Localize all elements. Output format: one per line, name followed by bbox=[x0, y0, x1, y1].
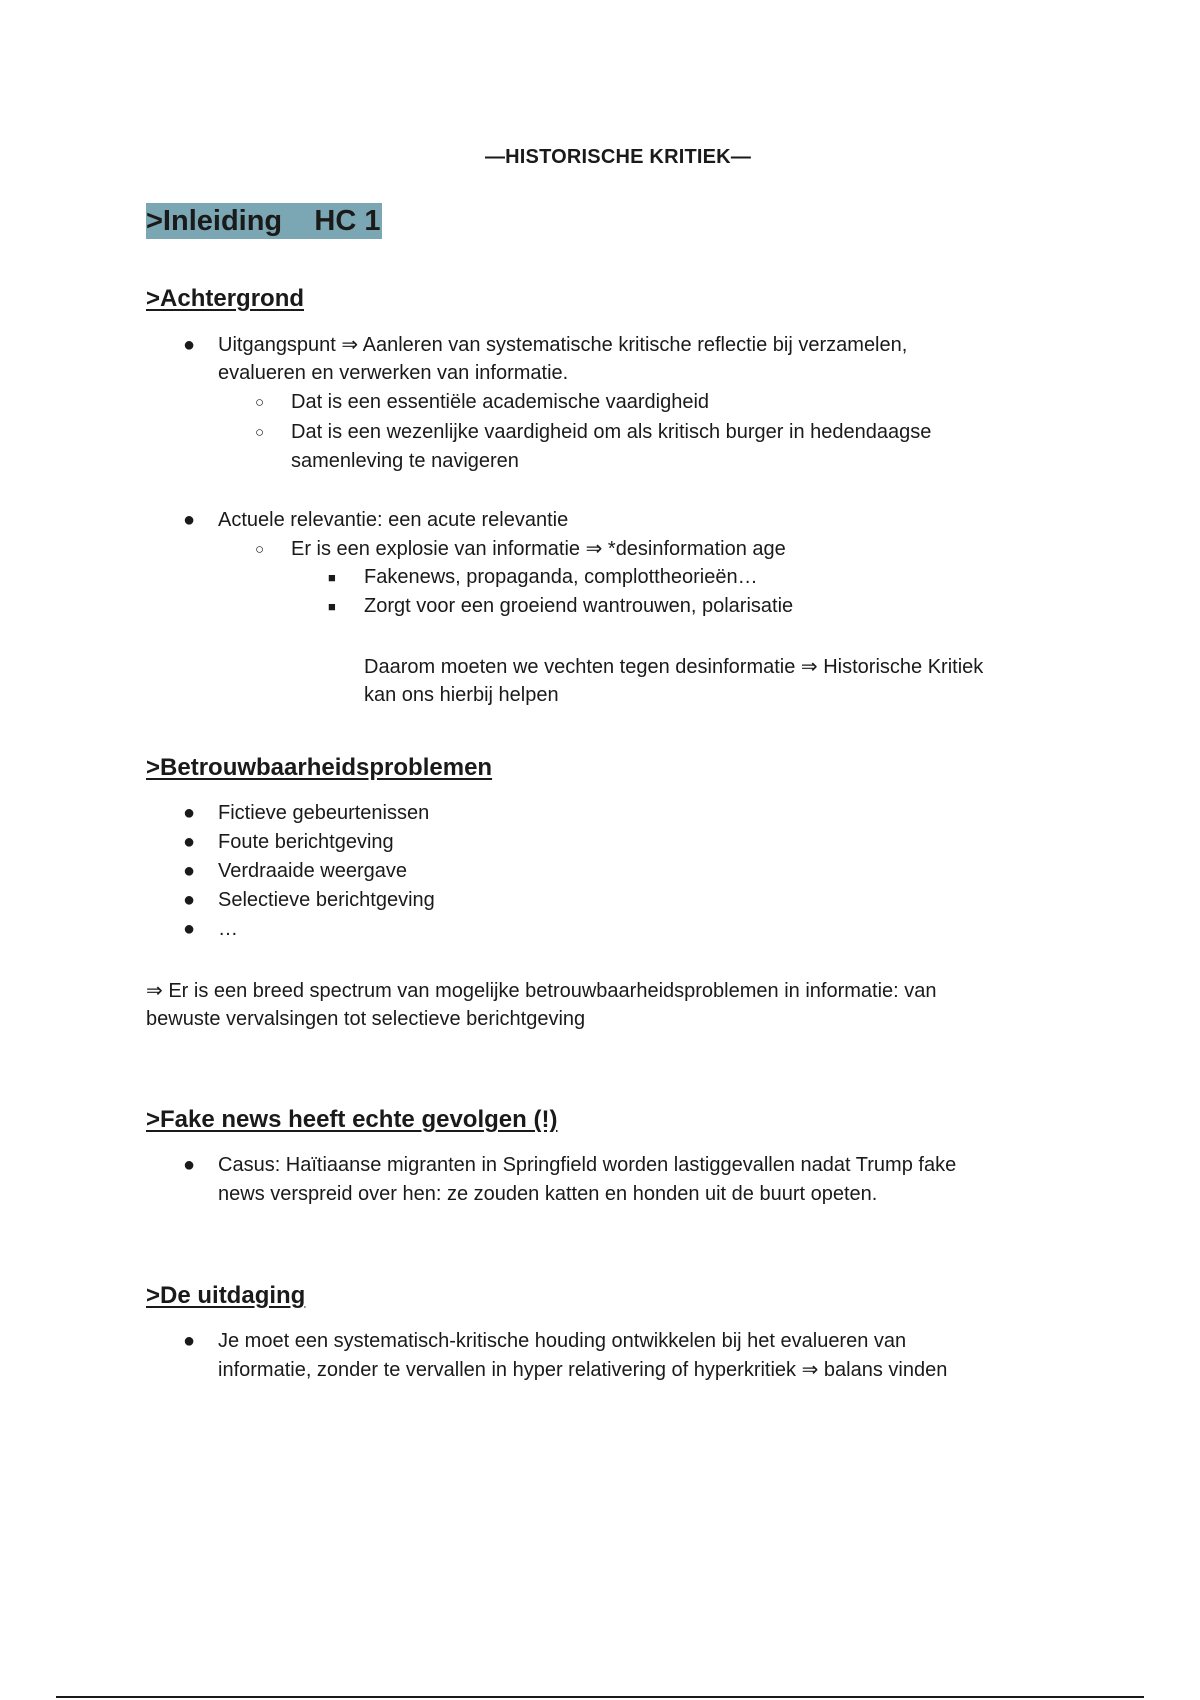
disc-bullet-icon: ● bbox=[183, 1330, 196, 1352]
disc-bullet-icon: ● bbox=[183, 918, 196, 940]
disc-bullet-icon: ● bbox=[183, 802, 196, 824]
disc-bullet-icon: ● bbox=[183, 334, 196, 356]
disc-bullet-icon: ● bbox=[183, 889, 196, 911]
achtergrond-subitem-2-line-2: samenleving te navigeren bbox=[291, 450, 519, 472]
betrouwbaarheid-conclusion-line-1: ⇒ Er is een breed spectrum van mogelijke betrouwbaarheidsproblemen in informatie: van bbox=[146, 980, 937, 1002]
list-item: Fictieve gebeurtenissen bbox=[218, 802, 430, 824]
disc-bullet-icon: ● bbox=[183, 860, 196, 882]
fakenews-item-line-2: news verspreid over hen: ze zouden katten en honden uit de buurt opeten. bbox=[218, 1183, 878, 1205]
achtergrond-subsubitem-1: Fakenews, propaganda, complottheorieën… bbox=[364, 566, 758, 588]
circle-bullet-icon: ○ bbox=[255, 394, 265, 411]
circle-bullet-icon: ○ bbox=[255, 541, 265, 558]
achtergrond-subitem-3: Er is een explosie van informatie ⇒ *desinformation age bbox=[291, 538, 786, 560]
uitdaging-item-line-2: informatie, zonder te vervallen in hyper relativering of hyperkritiek ⇒ balans vinden bbox=[218, 1359, 948, 1381]
heading-fake-news: >Fake news heeft echte gevolgen (!) bbox=[146, 1106, 558, 1133]
list-item: Foute berichtgeving bbox=[218, 831, 394, 853]
list-item: Verdraaide weergave bbox=[218, 860, 408, 882]
footer-divider bbox=[56, 1696, 1144, 1698]
fakenews-item-line-1: Casus: Haïtiaanse migranten in Springfield worden lastiggevallen nadat Trump fake bbox=[218, 1154, 957, 1176]
achtergrond-item-2: Actuele relevantie: een acute relevantie bbox=[218, 509, 569, 531]
disc-bullet-icon: ● bbox=[183, 1154, 196, 1176]
achtergrond-subitem-2-line-1: Dat is een wezenlijke vaardigheid om als kritisch burger in hedendaagse bbox=[291, 421, 932, 443]
betrouwbaarheid-conclusion-line-2: bewuste vervalsingen tot selectieve berichtgeving bbox=[146, 1008, 586, 1030]
list-item: … bbox=[218, 918, 238, 940]
achtergrond-subsubitem-2: Zorgt voor een groeiend wantrouwen, polarisatie bbox=[364, 595, 794, 617]
achtergrond-item-1-line-2: evalueren en verwerken van informatie. bbox=[218, 362, 569, 384]
heading-betrouwbaarheidsproblemen: >Betrouwbaarheidsproblemen bbox=[146, 754, 493, 781]
square-bullet-icon: ■ bbox=[328, 570, 336, 585]
achtergrond-note-line-1: Daarom moeten we vechten tegen desinformatie ⇒ Historische Kritiek bbox=[364, 656, 984, 678]
heading-inleiding: >Inleiding HC 1 bbox=[146, 205, 381, 237]
disc-bullet-icon: ● bbox=[183, 831, 196, 853]
square-bullet-icon: ■ bbox=[328, 599, 336, 614]
circle-bullet-icon: ○ bbox=[255, 424, 265, 441]
disc-bullet-icon: ● bbox=[183, 509, 196, 531]
achtergrond-note-line-2: kan ons hierbij helpen bbox=[364, 684, 559, 706]
heading-achtergrond: >Achtergrond bbox=[146, 285, 305, 312]
list-item: Selectieve berichtgeving bbox=[218, 889, 435, 911]
uitdaging-item-line-1: Je moet een systematisch-kritische houding ontwikkelen bij het evalueren van bbox=[218, 1330, 907, 1352]
document-title: —HISTORISCHE KRITIEK— bbox=[484, 146, 752, 168]
achtergrond-subitem-1: Dat is een essentiële academische vaardigheid bbox=[291, 391, 710, 413]
heading-de-uitdaging: >De uitdaging bbox=[146, 1282, 306, 1309]
achtergrond-item-1-line-1: Uitgangspunt ⇒ Aanleren van systematische kritische reflectie bij verzamelen, bbox=[218, 334, 908, 356]
